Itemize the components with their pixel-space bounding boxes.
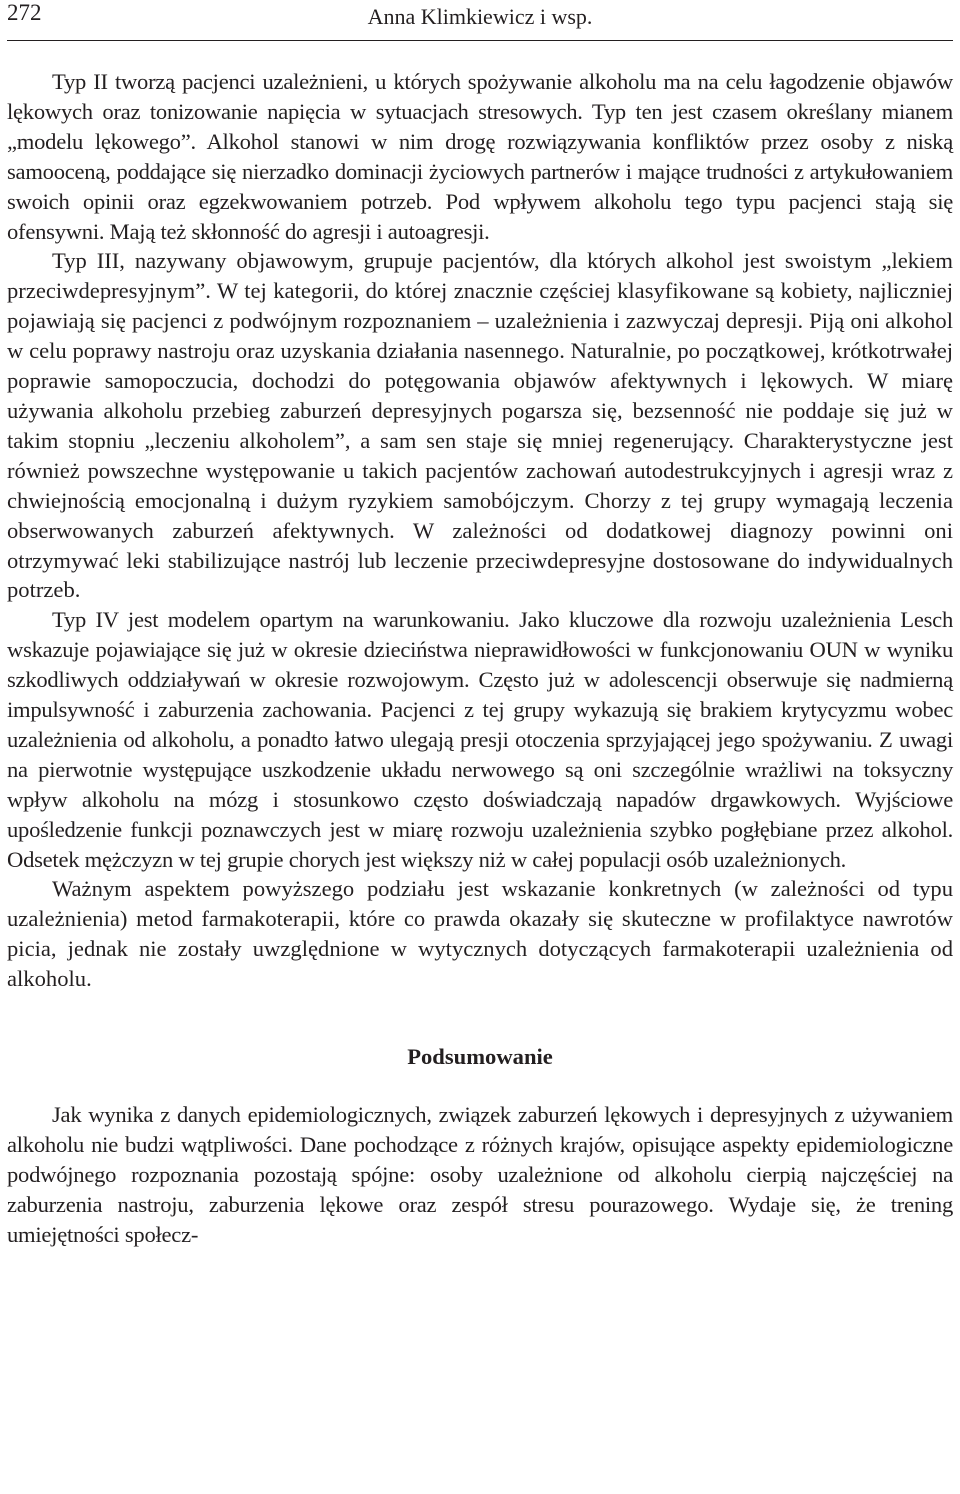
section-heading: Podsumowanie [407, 1044, 553, 1070]
paragraph-typ-iii: Typ III, nazywany objawowym, grupuje pacjentów, dla których alkohol jest swoistym „lekiem przeciwdepresyjnym”. W tej kategorii, do której znacznie częściej klasyfikowane są kobiety, najliczniej pojawiają się pacjenci z podwójnym rozpoznaniem – uzależnienia i zazwyczaj depresji. Piją oni alkohol w celu poprawy nastroju oraz uzyskania działania nasennego. Naturalnie, po początkowej, krótkotrwałej poprawie samopoczucia, dochodzi do potęgowania objawów afektywnych i lękowych. W miarę używania alkoholu przebieg zaburzeń depresyjnych pogarsza się, bezsenność nie poddaje się już w takim stopniu „leczeniu alkoholem”, a sam sen staje się mniej regenerujący. Charakterystyczne jest również powszechne występowanie u takich pacjentów zachowań autodestrukcyjnych i agresji wraz z chwiejnością emocjonalną i dużym ryzykiem samobójczym. Chorzy z tej grupy wymagają leczenia obserwowanych zaburzeń afektywnych. W zależności od dodatkowej diagnozy powinni oni otrzymywać leki stabilizujące nastrój lub leczenie przeciwdepresyjne dostosowane do indywidualnych potrzeb. [7, 248, 953, 603]
paragraph-typ-iv: Typ IV jest modelem opartym na warunkowaniu. Jako kluczowe dla rozwoju uzależnienia Lesch wskazuje pojawiające się już w okresie dzieciństwa nieprawidłowości w funkcjonowaniu OUN w wyniku szkodliwych oddziaływań w okresie rozwojowym. Często już w adolescencji obserwuje się nadmierną impulsywność i zaburzenia zachowania. Pacjenci z tej grupy wykazują się brakiem krytycyzmu wobec uzależnienia od alkoholu, a ponadto łatwo ulegają presji otoczenia sprzyjającej jego spożywaniu. Z uwagi na pierwotnie występujące uszkodzenie układu nerwowego są oni szczególnie wrażliwi na toksyczny wpływ alkoholu na mózg i stosunkowo często doświadczają napadów drgawkowych. Wyjściowe upośledzenie funkcji poznawczych jest w miarę rozwoju uzależnienia szybko pogłębiane przez alkohol. Odsetek mężczyzn w tej grupie chorych jest większy niż w całej populacji osób uzależnionych. [7, 607, 953, 872]
paragraph-farmakoterapia: Ważnym aspektem powyższego podziału jest wskazanie konkretnych (w zależności od typu uzależnienia) metod farmakoterapii, które co prawda okazały się skuteczne w profilaktyce nawrotów picia, jednak nie zostały uwzględnione w wytycznych dotyczących farmakoterapii uzależnienia od alkoholu. [7, 876, 953, 992]
page-number: 272 [7, 0, 42, 25]
paragraph-podsumowanie: Jak wynika z danych epidemiologicznych, związek zaburzeń lękowych i depresyjnych z używaniem alkoholu nie budzi wątpliwości. Dane pochodzące z różnych krajów, opisujące aspekty epidemiologiczne podwójnego rozpoznania pozostają spójne: osoby uzależnione od alkoholu cierpią najczęściej na zaburzenia nastroju, zaburzenia lękowe oraz zespół stresu pourazowego. Wydaje się, że trening umiejętności społecz- [7, 1102, 953, 1247]
running-title: Anna Klimkiewicz i wsp. [367, 4, 593, 29]
paragraph-typ-ii: Typ II tworzą pacjenci uzależnieni, u których spożywanie alkoholu ma na celu łagodzenie objawów lękowych oraz tonizowanie napięcia w sytuacjach stresowych. Typ ten jest czasem określany mianem „modelu lękowego”. Alkohol stanowi w nim drogę rozwiązywania konfliktów przez osoby z niską samooceną, poddające się nierzadko dominacji życiowych partnerów i mające trudności z artykułowaniem swoich opinii oraz egzekwowaniem potrzeb. Pod wpływem alkoholu tego typu pacjenci stają się ofensywni. Mają też skłonność do agresji i autoagresji. [7, 69, 953, 244]
running-header [7, 0, 953, 41]
body-text [7, 67, 953, 1250]
